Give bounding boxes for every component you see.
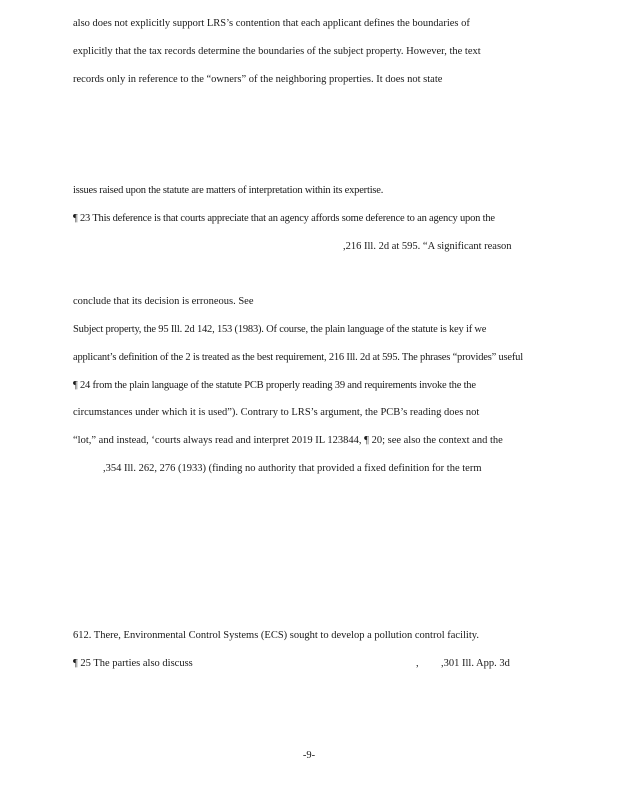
text-line: ¶ 23 This deference is that courts appreciate that an agency affords some deference to an agency upon the [73, 213, 495, 224]
citation-line: ,301 Ill. App. 3d [441, 658, 510, 669]
citation-line: ,354 Ill. 262, 276 (1933) (finding no authority that provided a fixed definition for the term [103, 463, 482, 474]
text-line: “lot,” and instead, ‘courts always read and interpret 2019 IL 123844, ¶ 20; see also the context and the [73, 435, 503, 446]
text-line: issues raised upon the statute are matters of interpretation within its expertise. [73, 185, 384, 196]
text-line: circumstances under which it is used”). Contrary to LRS’s argument, the PCB’s reading does not [73, 407, 480, 418]
text-line: explicitly that the tax records determine the boundaries of the subject property. However, the text [73, 46, 481, 57]
citation-comma: , [416, 658, 419, 669]
text-line: ¶ 24 from the plain language of the statute PCB properly reading 39 and requirements invoke the the [73, 380, 476, 391]
text-line: conclude that its decision is erroneous. See [73, 296, 254, 307]
text-line: records only in reference to the “owners” of the neighboring properties. It does not state [73, 74, 443, 85]
citation-line: ,216 Ill. 2d at 595. “A significant reason [343, 241, 512, 252]
text-line: applicant’s definition of the 2 is treated as the best requirement, 216 Ill. 2d at 595. The phrases “provides” useful [73, 352, 523, 363]
text-line: 612. There, Environmental Control Systems (ECS) sought to develop a pollution control facility. [73, 630, 479, 641]
text-line: Subject property, the 95 Ill. 2d 142, 153 (1983). Of course, the plain language of the statute is key if we [73, 324, 487, 335]
paragraph-line: ¶ 25 The parties also discuss [73, 658, 193, 669]
page-number: -9- [302, 750, 316, 761]
text-line: also does not explicitly support LRS’s contention that each applicant defines the boundaries of [73, 18, 470, 29]
